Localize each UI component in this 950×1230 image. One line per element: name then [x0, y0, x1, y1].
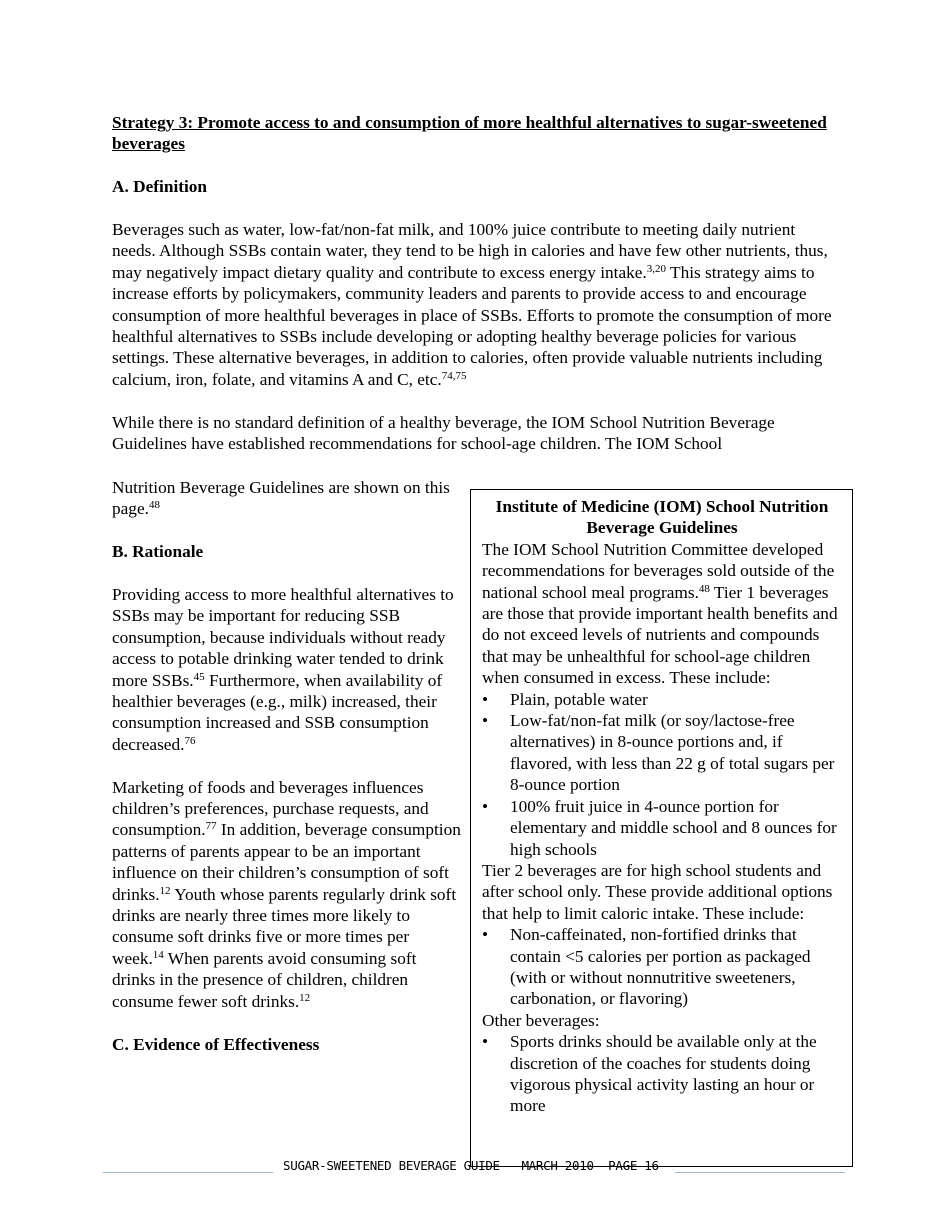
- tier2-list: [482, 924, 842, 1010]
- rationale-p2a: Marketing of foods and beverages influences children’s preferences, purchase requests, and consumption.: [112, 777, 429, 840]
- rationale-p2b: In addition, beverage consumption patterns of parents appear to be an important influence on their children’s consumption of soft drinks.: [112, 820, 461, 904]
- callout-intro-b: Tier 1 beverages are those that provide important health benefits and do not exceed levels of nutrients and compounds that may be unhealthful for school-age children when consumed in excess. These include:: [482, 582, 838, 688]
- definition-paragraph: [112, 219, 842, 390]
- callout-intro-a: The IOM School Nutrition Committee developed recommendations for beverages sold outside of the national school meal programs.: [482, 539, 835, 602]
- list-item: [482, 796, 842, 860]
- other-item-sports-drinks: Sports drinks should be available only at the discretion of the coaches for students doing vigorous physical activity lasting an hour or more: [510, 1032, 817, 1116]
- iom-guidelines-box: [470, 489, 853, 1167]
- tier1-item-juice: 100% fruit juice in 4-ounce portion for elementary and middle school and 8 ounces for high schools: [510, 796, 837, 859]
- healthy-beverage-paragraph: While there is no standard definition of a healthy beverage, the IOM School Nutrition Beverage Guidelines have established recommendations for school-age children. The IOM School: [112, 412, 775, 454]
- rationale-p1a: Providing access to more healthful alternatives to SSBs may be important for reducing SSB consumption, because individuals without ready access to potable drinking water tended to drink more SSBs.: [112, 585, 454, 690]
- definition-text-1: Beverages such as water, low-fat/non-fat milk, and 100% juice contribute to meeting daily nutrient needs. Although SSBs contain water, they tend to be high in calories and have few other nutrients, thus, may negatively impact dietary quality and contribute to excess energy intake.: [112, 220, 828, 282]
- guidelines-reference: [112, 477, 462, 520]
- other-list: [482, 1031, 842, 1117]
- ref-45: 45: [193, 670, 205, 683]
- tier2-text: Tier 2 beverages are for high school students and after school only. These provide additional options that help to limit caloric intake. These include:: [482, 860, 833, 923]
- rationale-p1b: Furthermore, when availability of healthier beverages (e.g., milk) increased, their consumption increased and SSB consumption decreased.: [112, 670, 443, 754]
- tier1-list: [482, 689, 842, 860]
- left-column: [112, 477, 462, 1055]
- callout-intro: [482, 539, 842, 689]
- ref-77: 77: [205, 820, 217, 833]
- list-item: [482, 924, 842, 1010]
- ref-48: 48: [148, 499, 160, 512]
- bullet-icon: •: [482, 796, 489, 816]
- rationale-p2d: When parents avoid consuming soft drinks in the presence of children, children consume fewer soft drinks.: [112, 948, 417, 1011]
- list-item: [482, 689, 842, 710]
- ref-12b: 12: [299, 991, 311, 1004]
- ref-74-75: 74,75: [441, 369, 467, 382]
- rationale-heading: B. Rationale: [112, 542, 204, 562]
- list-item: [482, 710, 842, 796]
- ref-3-20: 3,20: [646, 262, 666, 275]
- bullet-icon: •: [482, 689, 489, 709]
- definition-heading: A. Definition: [112, 177, 208, 197]
- definition-text-2: This strategy aims to increase efforts by policymakers, community leaders and parents to provide access to and encourage consumption of more healthful beverages in place of SSBs. Efforts to promote the consumption of more healthful alternatives to SSBs include developing or adopting healthy beverage policies for various settings. These alternative beverages, in addition to calories, often provide valuable nutrients including calcium, iron, folate, and vitamins A and C, etc.: [112, 262, 832, 389]
- ref-76: 76: [184, 734, 196, 747]
- ref-14: 14: [152, 948, 164, 961]
- tier2-item-noncaffeinated: Non-caffeinated, non-fortified drinks that contain <5 calories per portion as packaged (with or without nonnutritive sweeteners, carbonation, or flavoring): [510, 925, 811, 1009]
- bullet-icon: •: [482, 1032, 489, 1052]
- strategy-title: Strategy 3: Promote access to and consumption of more healthful alternatives to sugar-sweetened beverages: [112, 113, 827, 154]
- ref-12a: 12: [159, 884, 171, 897]
- guidelines-reference-text: Nutrition Beverage Guidelines are shown on this page.: [112, 478, 450, 519]
- rationale-p2c: Youth whose parents regularly drink soft drinks are nearly three times more likely to consume soft drinks five or more times per week.: [112, 884, 457, 968]
- tier1-item-water: Plain, potable water: [510, 689, 648, 709]
- bullet-icon: •: [482, 925, 489, 945]
- page-body: [112, 112, 842, 454]
- list-item: [482, 1031, 842, 1117]
- footer-rule-left: [103, 1172, 273, 1173]
- other-beverages-text: Other beverages:: [482, 1010, 600, 1030]
- callout-ref-48: 48: [698, 582, 710, 595]
- footer-rule-right: [675, 1172, 845, 1173]
- rationale-paragraph-2: [112, 777, 462, 1012]
- tier1-item-milk: Low-fat/non-fat milk (or soy/lactose-free alternatives) in 8-ounce portions and, if flavored, with less than 22 g of total sugars per 8-ounce portion: [510, 711, 835, 795]
- callout-title: Institute of Medicine (IOM) School Nutrition Beverage Guidelines: [495, 497, 829, 538]
- page-footer: SUGAR-SWEETENED BEVERAGE GUIDE – MARCH 2010 -PAGE 16: [283, 1158, 659, 1173]
- evidence-heading: C. Evidence of Effectiveness: [112, 1034, 320, 1054]
- bullet-icon: •: [482, 711, 489, 731]
- rationale-paragraph-1: [112, 584, 462, 755]
